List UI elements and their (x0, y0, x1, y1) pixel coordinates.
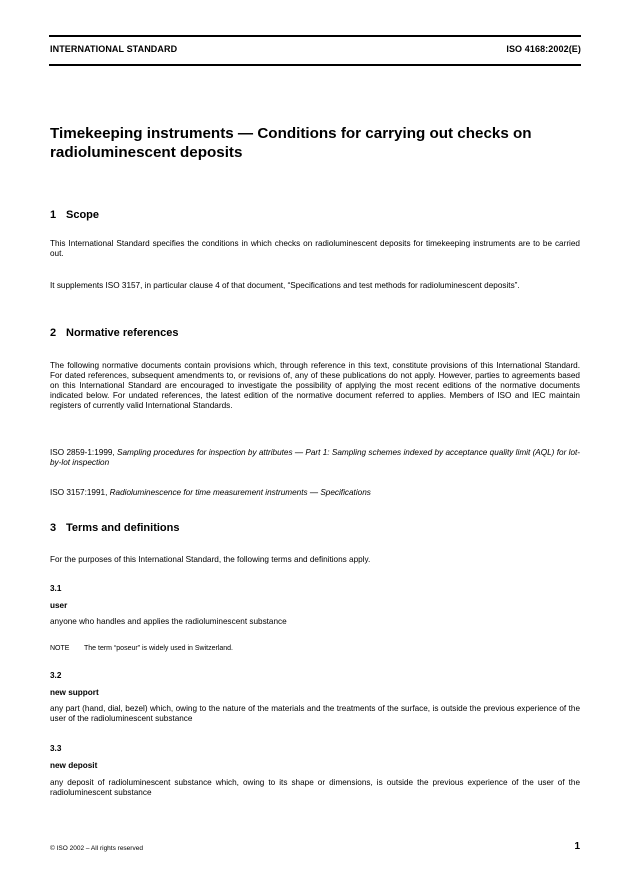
note (50, 645, 233, 652)
term-number-3-3: 3.3 (50, 744, 62, 753)
section-title: Scope (66, 209, 100, 221)
reference-title: Radioluminescence for time measurement instruments — Specifications (109, 488, 371, 497)
footer-copyright: © ISO 2002 – All rights reserved (50, 845, 143, 852)
header-standard-number: ISO 4168:2002(E) (506, 44, 581, 54)
page-number: 1 (574, 841, 580, 852)
scope-paragraph-2: It supplements ISO 3157, in particular clause 4 of that document, “Specifications and test methods for radioluminescent deposits”. (50, 281, 520, 290)
term-number-3-2: 3.2 (50, 671, 62, 680)
section-heading-scope (50, 209, 99, 221)
header-top-rule (49, 35, 581, 37)
section-heading-normative-references (50, 327, 179, 339)
header-standard-type: INTERNATIONAL STANDARD (50, 44, 178, 54)
scope-paragraph-1: This International Standard specifies the conditions in which checks on radioluminescent deposits for timekeeping instruments are to be carried out. (50, 239, 580, 258)
term-name-new-deposit: new deposit (50, 761, 98, 770)
normative-paragraph: The following normative documents contain provisions which, through reference in this text, constitute provisions of this International Standard. For dated references, subsequent amendments to, or revisions of, any of these publications do not apply. However, parties to agreements based on this International Standard are encouraged to investigate the possibility of applying the most recent editions of the normative documents indicated below. For undated references, the latest edition of the normative document referred to applies. Members of ISO and IEC maintain registers of currently valid International Standards. (50, 361, 580, 410)
section-number: 3 (50, 522, 57, 534)
header-bottom-rule (49, 64, 581, 66)
reference-id: ISO 3157:1991, (50, 488, 108, 497)
section-number: 2 (50, 327, 57, 339)
term-definition-new-deposit: any deposit of radioluminescent substance which, owing to its shape or dimensions, is outside the previous experience of the user of the radioluminescent substance (50, 778, 580, 797)
note-label: NOTE (50, 645, 70, 652)
term-name-user: user (50, 601, 68, 610)
term-number-3-1: 3.1 (50, 584, 62, 593)
term-definition-user: anyone who handles and applies the radioluminescent substance (50, 617, 287, 626)
term-definition-new-support: any part (hand, dial, bezel) which, owing to the nature of the materials and the treatments of the surface, is outside the previous experience of the user of the radioluminescent substance (50, 704, 580, 723)
reference-title: Sampling procedures for inspection by attributes — Part 1: Sampling schemes indexed by acceptance quality limit (AQL) for lot-by-lot inspection (50, 448, 581, 467)
section-title: Normative references (66, 327, 179, 339)
term-name-new-support: new support (50, 688, 99, 697)
section-number: 1 (50, 209, 57, 221)
document-title: Timekeeping instruments — Conditions for carrying out checks on radioluminescent deposits (50, 125, 532, 161)
note-text: The term “poseur” is widely used in Switzerland. (84, 645, 234, 652)
reference-id: ISO 2859-1:1999, (50, 448, 115, 457)
section-title: Terms and definitions (66, 522, 180, 534)
terms-intro: For the purposes of this International Standard, the following terms and definitions apply. (50, 555, 371, 564)
section-heading-terms-definitions (50, 522, 179, 534)
reference-iso-2859-1 (50, 448, 580, 468)
reference-iso-3157 (50, 488, 580, 498)
